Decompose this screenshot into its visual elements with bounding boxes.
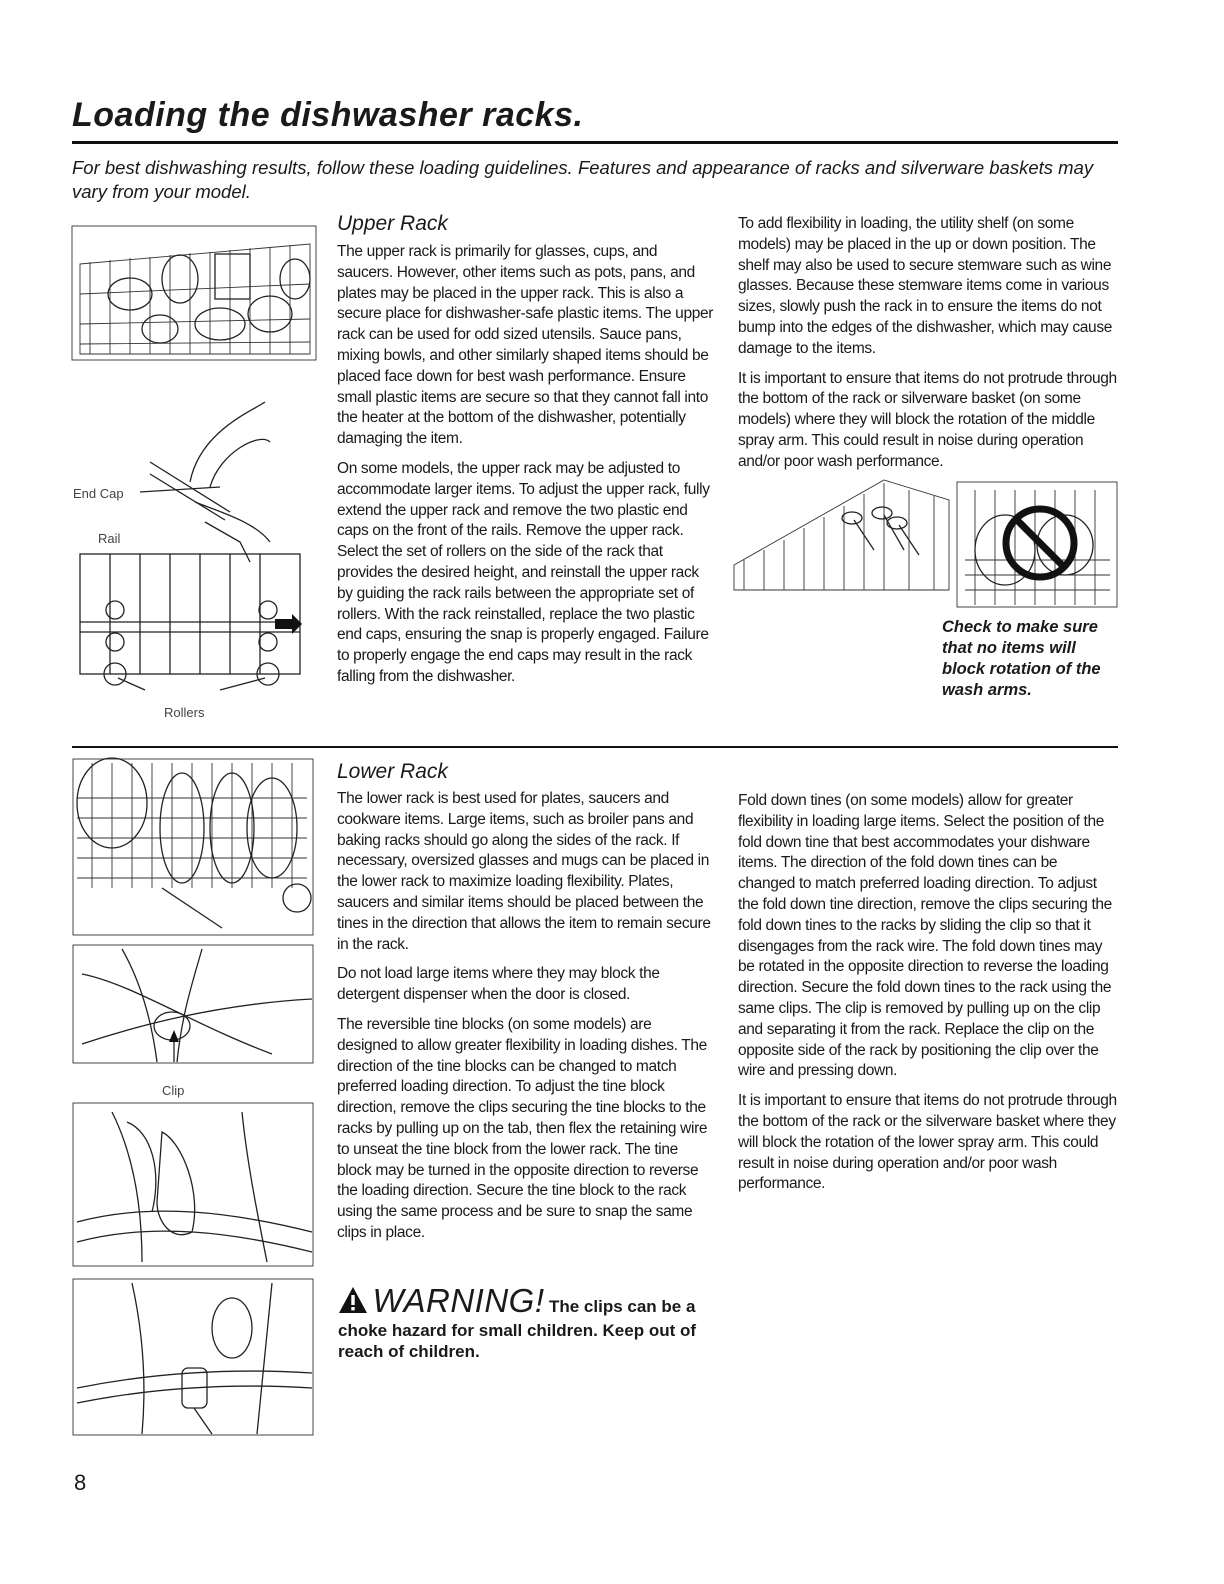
intro-text: For best dishwashing results, follow these loading guidelines. Features and appearance of racks and silverware baskets may vary from your model. [72, 157, 1094, 202]
section-divider [72, 746, 1118, 748]
rail-label: Rail [98, 531, 121, 546]
clip-illustration [72, 944, 314, 1064]
wash-arm-caption: Check to make sure that no items will block rotation of the wash arms. [942, 618, 1101, 699]
clip-label: Clip [162, 1083, 185, 1098]
end-cap-label: End Cap [73, 486, 124, 501]
lower-rack-paragraph-3: The reversible tine blocks (on some models) are designed to allow greater flexibility in loading dishes. The direction of the tine blocks can be changed to match preferred loading direction. To adjust the tine block direction, remove the clips securing the tine blocks to the racks by pulling up on the tab, then flex the retaining wire to unseat the tine block from the lower rack. The tine block may be turned in the opposite direction to reverse the loading direction. Secure the tine block to the rack using the same process and be sure to snap the same clips in place. [337, 1015, 708, 1241]
upper-rack-right-text [738, 214, 1118, 482]
upper-rack-paragraph-2: On some models, the upper rack may be adjusted to accommodate larger items. To adjust the upper rack, fully extend the upper rack and remove the two plastic end caps on the front of the rails. Remove the upper rack. Select the set of rollers on the side of the rack that provides the desired height, and reinstall the upper rack by guiding the rack rails between the appropriate set of rollers. With the rack reinstalled, replace the two plastic end caps, ensuring the snap is properly engaged. Failure to properly engage the end caps may result in the rack falling from the dishwasher. [337, 459, 710, 685]
warning-text: choke hazard for small children. Keep out of reach of children. [338, 1321, 697, 1361]
warning-lead-text: The clips can be a [548, 1297, 696, 1316]
page-number: 8 [74, 1470, 87, 1495]
rollers-label: Rollers [164, 705, 205, 720]
stemware-illustration [734, 480, 949, 595]
warning-notice [338, 1282, 738, 1362]
upper-protrude-paragraph: It is important to ensure that items do not protrude through the bottom of the rack or silverware basket (on some models) where they will block the rotation of the middle spray arm. This could result in noise during operation and/or poor wash performance. [738, 369, 1117, 470]
prohibited-icon [1000, 503, 1080, 583]
lower-clip-illustration [72, 1278, 314, 1436]
fold-down-tines-paragraph: Fold down tines (on some models) allow for greater flexibility in loading large items. Select the position of the fold down tine that best accommodates your dishware items. The direction of the fold down tines can be changed to match preferred loading direction. To adjust the fold down tine direction, remove the clips securing the fold down tines to the racks by sliding the clip so that it disengages from the rack wire. The fold down tines may be rotated in the opposite direction to reverse the loading direction. Secure the fold down tines to the rack using the same clips. The clip is removed by pulling up on the clip and separating it from the rack. Replace the clip on the opposite side of the rack by positioning the clip over the wire and pressing down. [738, 792, 1112, 1080]
lower-protrude-paragraph: It is important to ensure that items do not protrude through the bottom of the rack or the silverware basket where they will block the rotation of the lower spray arm. This could result in noise during operation and/or poor wash performance. [738, 1092, 1117, 1193]
utility-shelf-paragraph: To add flexibility in loading, the utility shelf (on some models) may be placed in the up or down position. The shelf may also be used to secure stemware such as wine glasses. Because these stemware items come in various sizes, slowly push the rack in to ensure the items do not bump into the edges of the dishwasher, which may cause damage to the items. [738, 215, 1112, 357]
lower-rack-illustration [72, 758, 314, 936]
upper-rack-heading: Upper Rack [337, 212, 448, 235]
upper-rack-illustration [70, 224, 320, 364]
upper-rack-paragraph-1: The upper rack is primarily for glasses, cups, and saucers. However, other items such as pots, pans, and plates may be placed in the upper rack. This is also a secure place for dishwasher-safe plastic items. The upper rack can be used for odd sized utensils. Sauce pans, mixing bowls, and other similarly shaped items should be placed face down for best wash performance. Ensure small plastic items are secure so that they cannot fall into the heater at the bottom of the dishwasher, potentially damaging the item. [337, 243, 714, 448]
lower-rack-heading: Lower Rack [337, 760, 448, 783]
lower-rack-text [337, 760, 715, 1253]
warning-word: WARNING! [372, 1282, 545, 1319]
title-divider [72, 141, 1118, 144]
rack-rail-diagram [70, 392, 320, 712]
lower-rack-right-text [738, 791, 1118, 1204]
warning-triangle-icon [338, 1286, 368, 1314]
upper-rack-text [337, 212, 715, 697]
tine-block-illustration [72, 1102, 314, 1267]
lower-rack-paragraph-1: The lower rack is best used for plates, saucers and cookware items. Large items, such as broiler pans and baking racks should go along the sides of the rack. If necessary, oversized glasses and mugs can be placed in the lower rack to maximize loading flexibility. Plates, saucers and similar items should be placed between the tines in the direction that allows the item to remain secure in the rack. [337, 790, 711, 953]
lower-rack-paragraph-2: Do not load large items where they may block the detergent dispenser when the door is closed. [337, 965, 660, 1004]
page-title: Loading the dishwasher racks. [72, 96, 584, 134]
